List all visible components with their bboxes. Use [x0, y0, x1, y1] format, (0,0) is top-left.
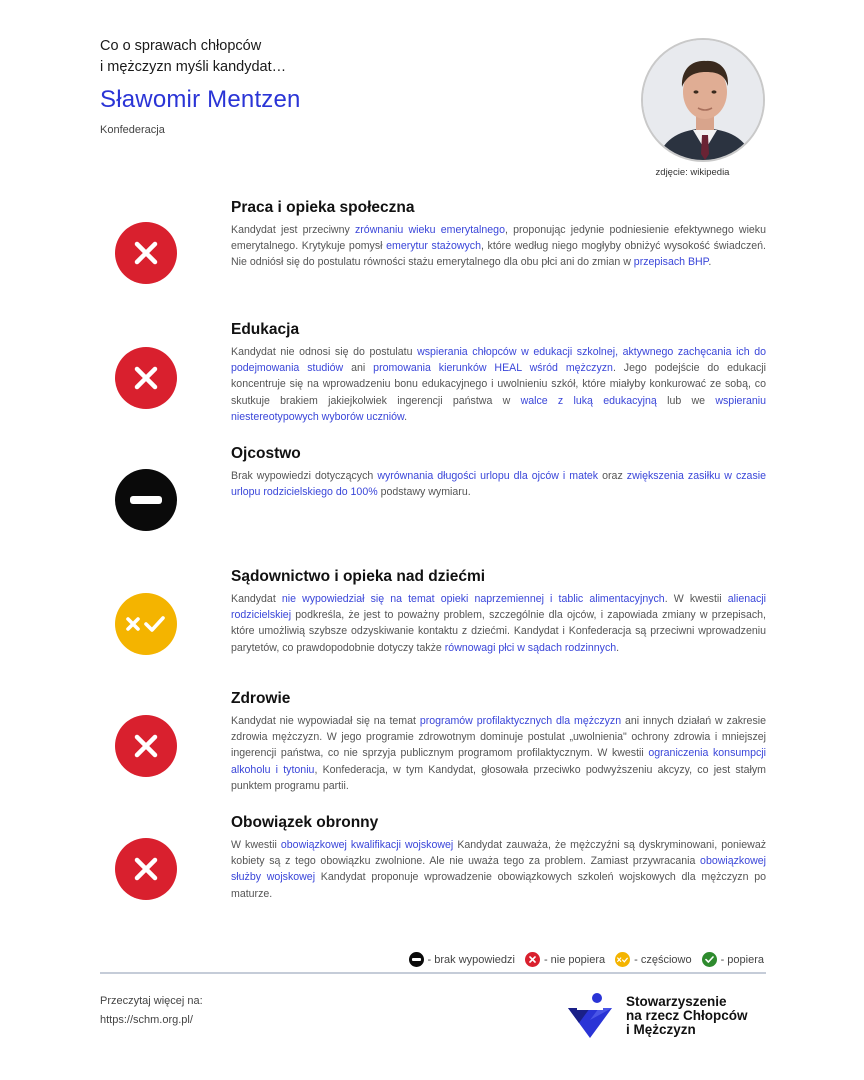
divider	[100, 972, 766, 974]
photo-credit: zdjęcie: wikipedia	[655, 167, 730, 178]
legend-item-none	[409, 952, 515, 967]
highlighted-phrase: wyrównania długości urlopu dla ojców i matek	[377, 470, 599, 482]
org-logo-icon	[566, 992, 614, 1040]
status-none-icon	[115, 469, 177, 531]
legend-label-none: - brak wypowiedzi	[427, 953, 515, 966]
section-title: Sądownictwo i opieka nad dziećmi	[231, 568, 486, 585]
section-text	[231, 344, 766, 425]
text-fragment: Kandydat	[231, 593, 282, 605]
section-text	[231, 837, 766, 902]
section-title: Ojcostwo	[231, 445, 301, 462]
text-fragment: Kandydat jest przeciwny	[231, 224, 355, 236]
candidate-name: Sławomir Mentzen	[100, 86, 301, 113]
highlighted-phrase: ograniczenia konsumpcji alkoholu i tytoniu	[231, 747, 766, 776]
status-no-icon	[115, 715, 177, 777]
section-title: Edukacja	[231, 321, 300, 338]
candidate-photo	[641, 38, 765, 162]
highlighted-phrase: promowania kierunków HEAL wśród mężczyzn	[373, 362, 613, 375]
status-no-icon	[115, 347, 177, 409]
legend-label-yes: - popiera	[720, 953, 764, 966]
org-name-line-3: i Mężczyzn	[626, 1022, 696, 1037]
status-no-icon	[115, 222, 177, 284]
section-title: Zdrowie	[231, 690, 291, 707]
text-fragment: , proponując jedynie podniesienie efektywnego wieku emerytalnego. Krytykuje pomysł	[231, 224, 766, 253]
highlighted-phrase: emerytur stażowych	[386, 240, 481, 253]
text-fragment: oraz	[598, 470, 627, 482]
status-no-icon	[115, 838, 177, 900]
text-fragment: .	[404, 410, 408, 423]
highlighted-phrase: wspierania chłopców w edukacji szkolnej, aktywnego zachęcania ich do podejmowania studiów	[231, 346, 766, 375]
highlighted-phrase: programów profilaktycznych dla mężczyzn	[419, 715, 622, 727]
check-icon	[702, 952, 717, 967]
text-fragment: . Jego podejście do edukacji koncentruje się na wprowadzeniu bonu edukacyjnego i uwolnieniu szkół, które miałyby konkurować ze sobą, co skutkuje brakiem jakiejkolwiek ingerencji państwa w	[231, 362, 766, 407]
section-text	[231, 222, 766, 271]
text-fragment: lub we	[656, 394, 716, 407]
text-fragment: .	[708, 256, 712, 269]
no-icon	[525, 952, 540, 967]
text-fragment: podstawy wymiaru.	[377, 486, 471, 499]
section-title: Praca i opieka społeczna	[231, 199, 415, 216]
legend-item-no	[525, 952, 605, 967]
read-more	[100, 992, 203, 1030]
text-fragment: ani innych działań w zakresie zdrowia mężczyzn. W jego programie zdrowotnym dominuje postulat „uwolnienia" ochrony zdrowia i mniejszej ingerencji państwa, co nie sprzyja publicznym programom profilaktycznym. W kwestii	[231, 715, 766, 760]
highlighted-phrase: zrównaniu wieku emerytalnego	[354, 224, 505, 236]
highlighted-phrase: zwiększenia zasiłku w czasie urlopu rodzicielskiego do 100%	[231, 470, 766, 499]
none-icon	[409, 952, 424, 967]
org-name-line-1: Stowarzyszenie	[626, 994, 727, 1009]
text-fragment: Kandydat nie odnosi się do postulatu	[231, 346, 418, 358]
text-fragment: Brak wypowiedzi dotyczących	[231, 470, 378, 482]
text-fragment: , Konfederacja, w tym Kandydat, głosowała przeciwko podwyższeniu akcyzy, co jest stałym punktem programu partii.	[231, 763, 766, 792]
org-logo	[566, 992, 748, 1040]
partial-icon	[615, 952, 630, 967]
highlighted-phrase: obowiązkowej kwalifikacji wojskowej	[280, 839, 454, 851]
read-more-link[interactable]: https://schm.org.pl/	[100, 1014, 193, 1026]
text-fragment: Kandydat proponuje wprowadzenie obowiązkowych szkoleń wojskowych dla mężczyzn po maturze.	[231, 871, 767, 900]
subtitle-line-1: Co o sprawach chłopców	[100, 38, 262, 54]
org-name-line-2: na rzecz Chłopców	[626, 1008, 748, 1023]
text-fragment: W kwestii	[231, 839, 281, 851]
highlighted-phrase: obowiązkowej służby wojskowej	[231, 855, 766, 884]
section-text	[231, 713, 766, 794]
text-fragment: Kandydat nie wypowiadał się na temat	[231, 715, 420, 727]
header	[100, 36, 620, 136]
highlighted-phrase: walce z luką edukacyjną	[520, 394, 657, 407]
party-name: Konfederacja	[100, 124, 165, 136]
highlighted-phrase: równowagi płci w sądach rodzinnych	[444, 641, 617, 654]
highlighted-phrase: przepisach BHP	[633, 256, 709, 269]
status-partial-icon	[115, 593, 177, 655]
text-fragment: , które według niego mogłyby obniżyć wysokość świadczeń. Nie odniósł się do postulatu równości stażu emerytalnego dla obu płci ani do zmian w	[231, 240, 766, 269]
section-title: Obowiązek obronny	[231, 814, 379, 831]
legend-item-yes	[702, 952, 764, 967]
legend-label-partial: - częściowo	[634, 953, 692, 966]
text-fragment: Kandydat zauważa, że mężczyźni są dyskryminowani, ponieważ kobiety są z tego obowiązku zwolnione. Ale nie uważa tego za problem. Zamiast przywracania	[231, 839, 767, 868]
read-more-label: Przeczytaj więcej na:	[100, 995, 203, 1007]
section-text	[231, 591, 766, 656]
section-text	[231, 468, 766, 500]
legend	[409, 952, 764, 967]
legend-label-no: - nie popiera	[543, 953, 606, 966]
legend-item-partial	[615, 952, 691, 967]
text-fragment: podkreśla, że jest to poważny problem, szczególnie dla ojców, i zapowiada zmiany w przepisach, które umożliwią szybsze odzyskiwanie kontaktu z dziećmi. Kandydat i Konfederacja są przeciwni wprowadzeniu parytetów, co prawdopodobnie dotyczy także	[231, 609, 766, 654]
text-fragment: . W kwestii	[664, 593, 728, 605]
highlighted-phrase: wspieraniu niestereotypowych wyborów uczniów	[231, 394, 767, 423]
text-fragment: .	[616, 641, 620, 654]
text-fragment: ani	[343, 362, 374, 375]
subtitle-line-2: i mężczyzn myśli kandydat…	[100, 59, 287, 75]
highlighted-phrase: nie wypowiedział się na temat opieki naprzemiennej i tablic alimentacyjnych	[281, 593, 665, 605]
highlighted-phrase: alienacji rodzicielskiej	[231, 593, 766, 622]
